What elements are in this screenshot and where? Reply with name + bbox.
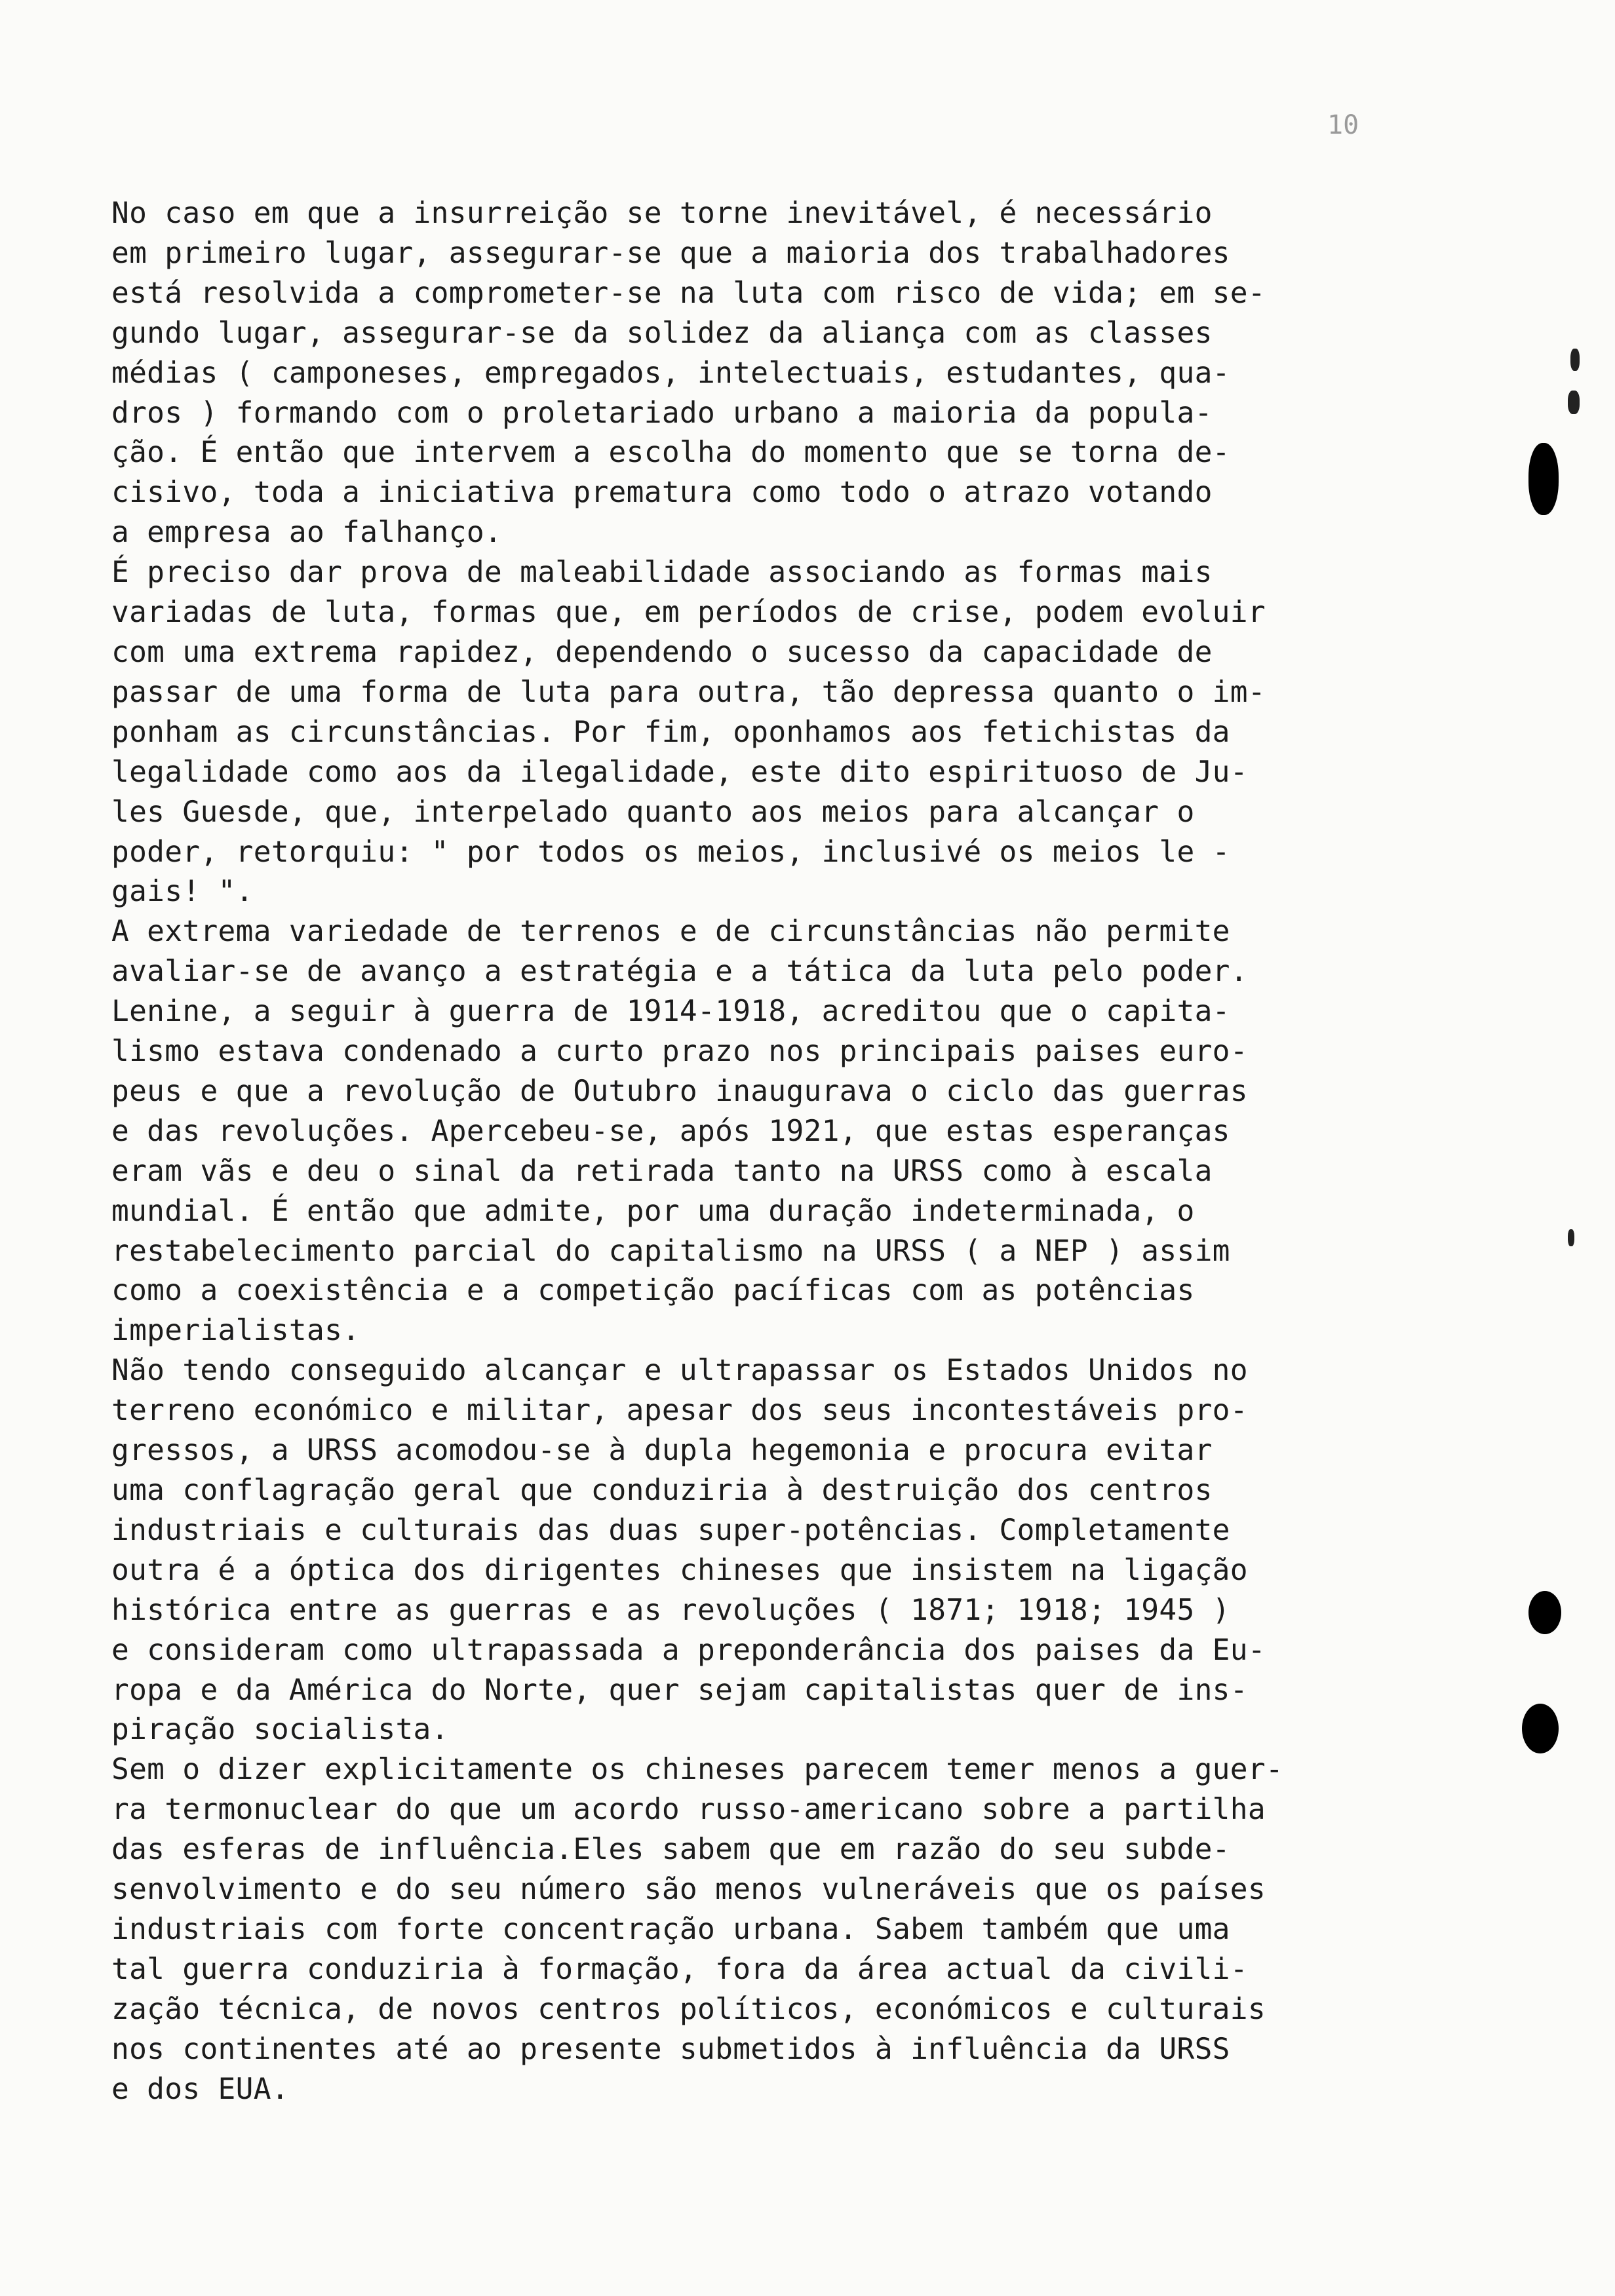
text-line: gressos, a URSS acomodou-se à dupla hegemonia e procura evitar [111, 1434, 1213, 1468]
text-line: eram vãs e deu o sinal da retirada tanto na URSS como à escala [111, 1154, 1213, 1188]
text-line: com uma extrema rapidez, dependendo o sucesso da capacidade de [111, 635, 1213, 669]
text-line: a empresa ao falhanço. [111, 516, 503, 550]
text-line: histórica entre as guerras e as revoluções ( 1871; 1918; 1945 ) [111, 1593, 1230, 1627]
text-line: médias ( camponeses, empregados, intelectuais, estudantes, qua- [111, 356, 1230, 390]
text-line: passar de uma forma de luta para outra, tão depressa quanto o im- [111, 675, 1266, 709]
text-line: e consideram como ultrapassada a preponderância dos paises da Eu- [111, 1633, 1266, 1667]
margin-mark [1568, 391, 1580, 414]
body-text [111, 194, 1468, 2110]
text-line: mundial. É então que admite, por uma duração indeterminada, o [111, 1194, 1195, 1228]
text-line: imperialistas. [111, 1314, 360, 1348]
text-line: ropa e da América do Norte, quer sejam capitalistas quer de ins- [111, 1673, 1248, 1707]
text-line: das esferas de influência.Eles sabem que em razão do seu subde- [111, 1833, 1230, 1867]
text-line: poder, retorquiu: " por todos os meios, inclusivé os meios le - [111, 835, 1230, 869]
text-line: industriais e culturais das duas super-potências. Completamente [111, 1513, 1230, 1547]
text-line: cisivo, toda a iniciativa prematura como todo o atrazo votando [111, 476, 1213, 510]
text-line: industriais com forte concentração urbana. Sabem também que uma [111, 1912, 1230, 1946]
text-line: terreno económico e militar, apesar dos seus incontestáveis pro- [111, 1394, 1248, 1428]
text-line: Não tendo conseguido alcançar e ultrapassar os Estados Unidos no [111, 1354, 1248, 1388]
text-line: A extrema variedade de terrenos e de circunstâncias não permite [111, 915, 1230, 949]
text-line: e das revoluções. Apercebeu-se, após 1921, que estas esperanças [111, 1114, 1230, 1148]
text-line: Sem o dizer explicitamente os chineses parecem temer menos a guer- [111, 1753, 1284, 1787]
margin-mark [1568, 1229, 1574, 1246]
text-line: outra é a óptica dos dirigentes chineses que insistem na ligação [111, 1553, 1248, 1587]
text-line: como a coexistência e a competição pacíficas com as potências [111, 1274, 1195, 1308]
punch-hole-bottom [1522, 1704, 1559, 1753]
text-line: les Guesde, que, interpelado quanto aos meios para alcançar o [111, 795, 1195, 829]
text-line: zação técnica, de novos centros políticos, económicos e culturais [111, 1992, 1266, 2026]
text-line: ra termonuclear do que um acordo russo-americano sobre a partilha [111, 1793, 1266, 1827]
margin-mark [1570, 349, 1580, 371]
text-line: está resolvida a comprometer-se na luta com risco de vida; em se- [111, 276, 1266, 310]
text-line: ção. É então que intervem a escolha do momento que se torna de- [111, 436, 1230, 470]
text-line: restabelecimento parcial do capitalismo na URSS ( a NEP ) assim [111, 1234, 1230, 1268]
text-line: peus e que a revolução de Outubro inaugurava o ciclo das guerras [111, 1074, 1248, 1108]
text-line: piração socialista. [111, 1713, 449, 1747]
text-line: ponham as circunstâncias. Por fim, oponhamos aos fetichistas da [111, 715, 1230, 749]
text-line: Lenine, a seguir à guerra de 1914-1918, acreditou que o capita- [111, 995, 1230, 1029]
text-line: em primeiro lugar, assegurar-se que a maioria dos trabalhadores [111, 236, 1230, 270]
text-line: dros ) formando com o proletariado urbano a maioria da popula- [111, 396, 1213, 430]
text-line: lismo estava condenado a curto prazo nos principais paises euro- [111, 1035, 1248, 1069]
text-line: gundo lugar, assegurar-se da solidez da aliança com as classes [111, 316, 1213, 350]
text-line: e dos EUA. [111, 2072, 289, 2106]
text-line: variadas de luta, formas que, em períodos de crise, podem evoluir [111, 596, 1266, 630]
punch-hole-upper [1528, 443, 1559, 515]
text-line: gais! ". [111, 875, 254, 909]
text-line: É preciso dar prova de maleabilidade associando as formas mais [111, 556, 1213, 590]
punch-hole-lower [1528, 1591, 1561, 1634]
page-number: 10 [1327, 110, 1359, 140]
text-line: tal guerra conduziria à formação, fora da área actual da civili- [111, 1952, 1248, 1986]
text-line: nos continentes até ao presente submetidos à influência da URSS [111, 2032, 1230, 2066]
text-line: legalidade como aos da ilegalidade, este dito espirituoso de Ju- [111, 755, 1248, 789]
text-line: senvolvimento e do seu número são menos vulneráveis que os países [111, 1873, 1266, 1907]
text-line: uma conflagração geral que conduziria à destruição dos centros [111, 1474, 1213, 1507]
text-line: No caso em que a insurreição se torne inevitável, é necessário [111, 197, 1213, 230]
text-line: avaliar-se de avanço a estratégia e a tática da luta pelo poder. [111, 955, 1248, 989]
